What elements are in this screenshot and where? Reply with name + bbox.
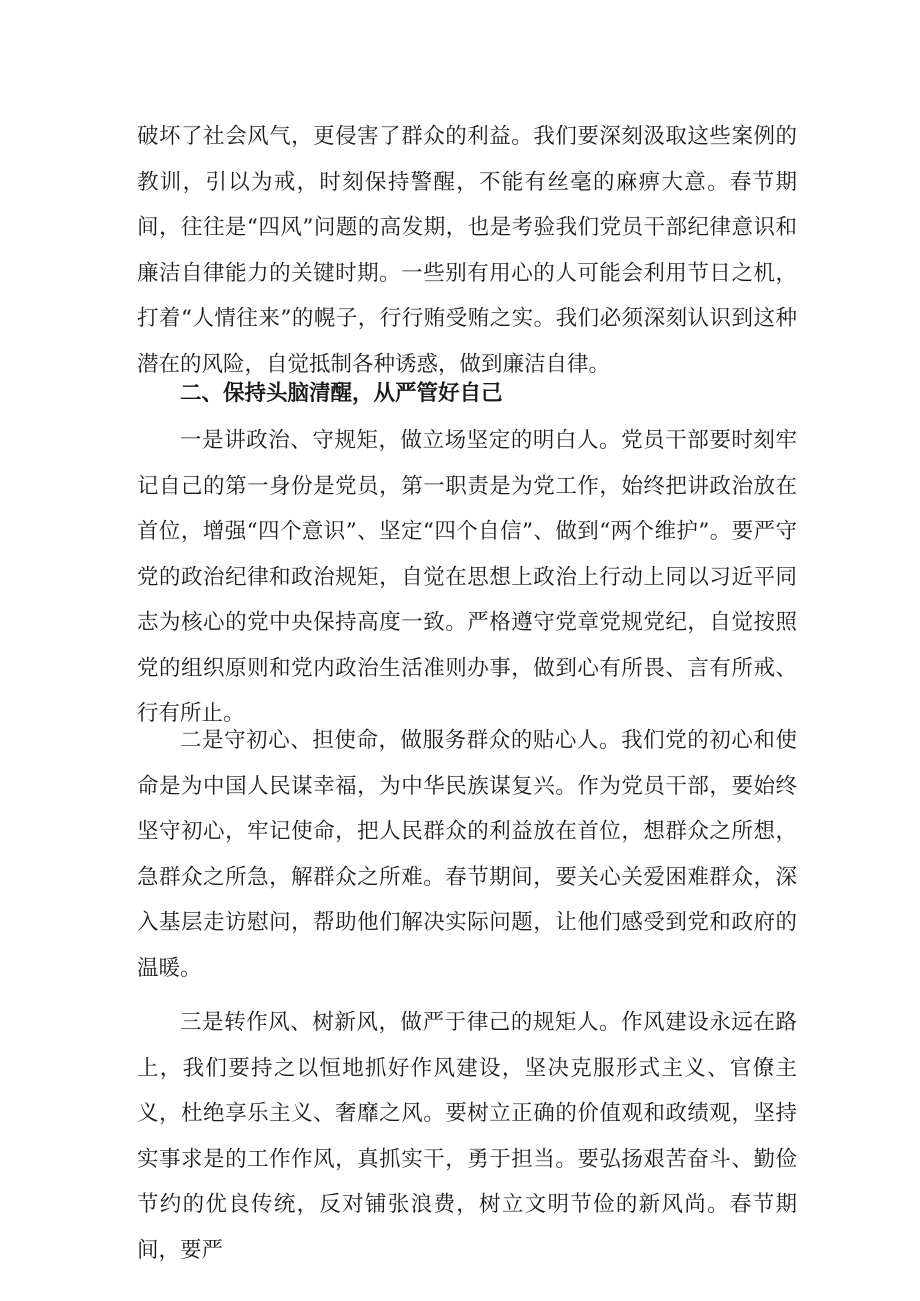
body-paragraph xyxy=(137,718,797,991)
body-paragraph-continued xyxy=(137,114,797,387)
body-paragraph xyxy=(137,418,797,737)
paragraph-text: 三是转作风、树新风，做严于律己的规矩人。作风建设永远在路上，我们要持之以恒地抓好作风建设，坚决克服形式主义、官僚主义，杜绝享乐主义、奢靡之风。要树立正确的价值观和政绩观，坚持实事求是的工作作风，真抓实干，勇于担当。要弘扬艰苦奋斗、勤俭节约的优良传统，反对铺张浪费，树立文明节俭的新风尚。春节期间，要严 xyxy=(137,1010,797,1263)
body-paragraph xyxy=(137,1000,797,1273)
paragraph-text: 二是守初心、担使命，做服务群众的贴心人。我们党的初心和使命是为中国人民谋幸福，为中华民族谋复兴。作为党员干部，要始终坚守初心，牢记使命，把人民群众的利益放在首位，想群众之所想，急群众之所急，解群众之所难。春节期间，要关心关爱困难群众，深入基层走访慰问，帮助他们解决实际问题，让他们感受到党和政府的温暖。 xyxy=(137,728,797,981)
paragraph-text: 一是讲政治、守规矩，做立场坚定的明白人。党员干部要时刻牢记自己的第一身份是党员，第一职责是为党工作，始终把讲政治放在首位，增强“四个意识”、坚定“四个自信”、做到“两个维护”。要严守党的政治纪律和政治规矩，自觉在思想上政治上行动上同以习近平同志为核心的党中央保持高度一致。严格遵守党章党规党纪，自觉按照党的组织原则和党内政治生活准则办事，做到心有所畏、言有所戒、行有所止。 xyxy=(137,428,797,726)
paragraph-text: 破坏了社会风气，更侵害了群众的利益。我们要深刻汲取这些案例的教训，引以为戒，时刻保持警醒，不能有丝毫的麻痹大意。春节期间，往往是“四风”问题的高发期，也是考验我们党员干部纪律意识和廉洁自律能力的关键时期。一些别有用心的人可能会利用节日之机，打着“人情往来”的幌子，行行贿受贿之实。我们必须深刻认识到这种潜在的风险，自觉抵制各种诱惑，做到廉洁自律。 xyxy=(137,124,797,377)
section-heading-text: 二、保持头脑清醒，从严管好自己 xyxy=(180,381,503,406)
section-heading xyxy=(137,371,797,417)
